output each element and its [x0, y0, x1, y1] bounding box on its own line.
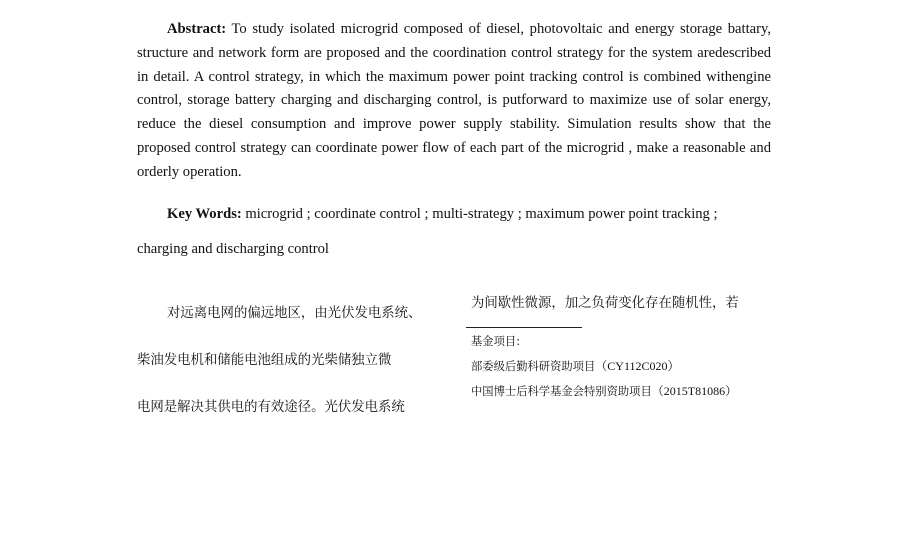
body-line-3: 电网是解决其供电的有效途径。光伏发电系统	[137, 400, 405, 415]
footnote-fund-2-code: （2015T81086）	[651, 384, 738, 398]
footnote-fund-1-name: 部委级后勤科研资助项目	[471, 360, 596, 373]
body-line-1: 对远离电网的偏远地区，由光伏发电系统、	[167, 306, 422, 321]
body-text-left-column	[137, 290, 442, 431]
footnote-heading: 基金项目:	[471, 335, 520, 348]
body-text-right-column	[471, 290, 773, 318]
footnote-fund-2	[471, 379, 791, 404]
footnote-fund-1-code: （CY112C020）	[595, 359, 680, 373]
footnote-fund-1	[471, 354, 791, 379]
keywords-text: microgrid ; coordinate control ; multi-strategy ; maximum power point tracking ; charging and discharging control	[137, 206, 718, 257]
abstract-paragraph	[137, 18, 771, 185]
footnotes	[471, 330, 791, 404]
body-line-2: 柴油发电机和储能电池组成的光柴储独立微	[137, 353, 392, 368]
footnote-fund-2-name: 中国博士后科学基金会特别资助项目	[471, 385, 652, 398]
keywords-paragraph	[137, 197, 771, 267]
footnote-divider	[466, 327, 582, 328]
body-right-line-1: 为间歇性微源，加之负荷变化存在随机性，若	[471, 296, 739, 311]
abstract-label: Abstract:	[167, 21, 227, 37]
keywords-label: Key Words:	[167, 206, 242, 222]
abstract-text: To study isolated microgrid composed of diesel, photovoltaic and energy storage battary, structure and network form are proposed and the coordination control strategy for the system aredescribed in detail. A control strategy, in which the maximum power point tracking control is combined withengine control, storage battery charging and discharging control, is putforward to maximize use of solar energy, reduce the diesel consumption and improve power supply stability. Simulation results show that the proposed control strategy can coordinate power flow of each part of the microgrid , make a reasonable and orderly operation.	[137, 21, 771, 180]
